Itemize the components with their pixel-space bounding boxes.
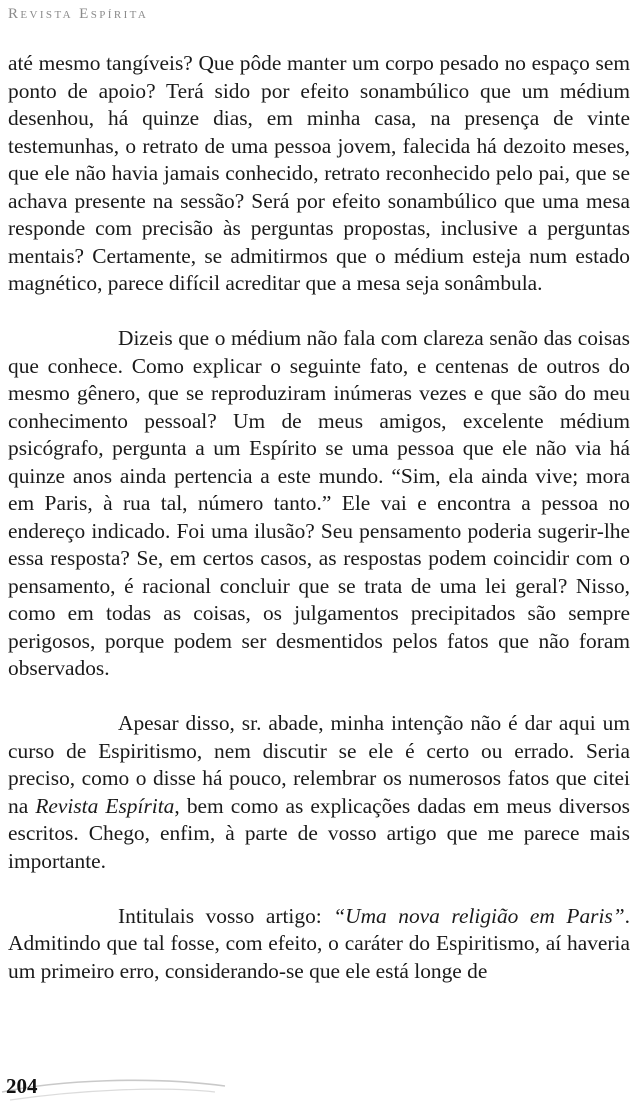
paragraph-1: até mesmo tangíveis? Que pôde manter um corpo pesado no espaço sem ponto de apoio? Terá sido por efeito sonambúlico que um médium desenhou, há quinze dias, em minha casa, na presença de vinte testemunhas, o retrato de uma pessoa jovem, falecida há dezoito meses, que ele não havia jamais conhecido, retrato reconhecido pelo pai, que se achava presente na sessão? Será por efeito sonambúlico que uma mesa responde com precisão às perguntas propostas, inclusive a perguntas mentais? Certamente, se admitirmos que o médium esteja num estado magnético, parece difícil acreditar que a mesa seja sonâmbula.	[8, 51, 630, 295]
paragraph-4-text-b: . Admitindo que tal fosse, com efeito, o caráter do Espiritismo, aí haveria um primeiro erro, considerando-se que ele está longe de	[8, 903, 630, 983]
paragraph-3-text-b: , bem como as explicações dadas em meus diversos escritos. Chego, enfim, à parte de vosso artigo que me parece mais importante.	[8, 793, 630, 873]
paragraph-4-text-a: Intitulais vosso artigo:	[118, 903, 334, 928]
paragraph-3-italic: Revista Espírita	[35, 793, 175, 818]
paragraph-2: Dizeis que o médium não fala com clareza senão das coisas que conhece. Como explicar o seguinte fato, e centenas de outros do mesmo gênero, que se reproduziram inúmeras vezes e que são do meu conhecimento pessoal? Um de meus amigos, excelente médium psicógrafo, pergunta a um Espírito se uma pessoa que ele não via há quinze anos ainda pertencia a este mundo. “Sim, ela ainda vive; mora em Paris, à rua tal, número tanto.” Ele vai e encontra a pessoa no endereço indicado. Foi uma ilusão? Seu pensamento poderia sugerir-lhe essa resposta? Se, em certos casos, as respostas podem coincidir com o pensamento, é racional concluir que se trata de uma lei geral? Nisso, como em todas as coisas, os julgamentos precipitados são sempre perigosos, porque podem ser desmentidos pelos fatos que não foram observados.	[8, 326, 630, 680]
paragraph-3-text-a: Apesar disso, sr. abade, minha intenção não é dar aqui um curso de Espiritismo, nem discutir se ele é certo ou errado. Seria preciso, como o disse há pouco, relembrar os numerosos fatos que citei na	[8, 711, 630, 818]
paragraph-3	[8, 710, 630, 875]
body-text	[8, 50, 630, 985]
paragraph-4	[8, 903, 630, 986]
page-number: 204	[6, 1074, 38, 1098]
running-head: Revista Espírita	[8, 6, 149, 22]
paragraph-4-italic: “Uma nova religião em Paris”	[333, 903, 625, 928]
